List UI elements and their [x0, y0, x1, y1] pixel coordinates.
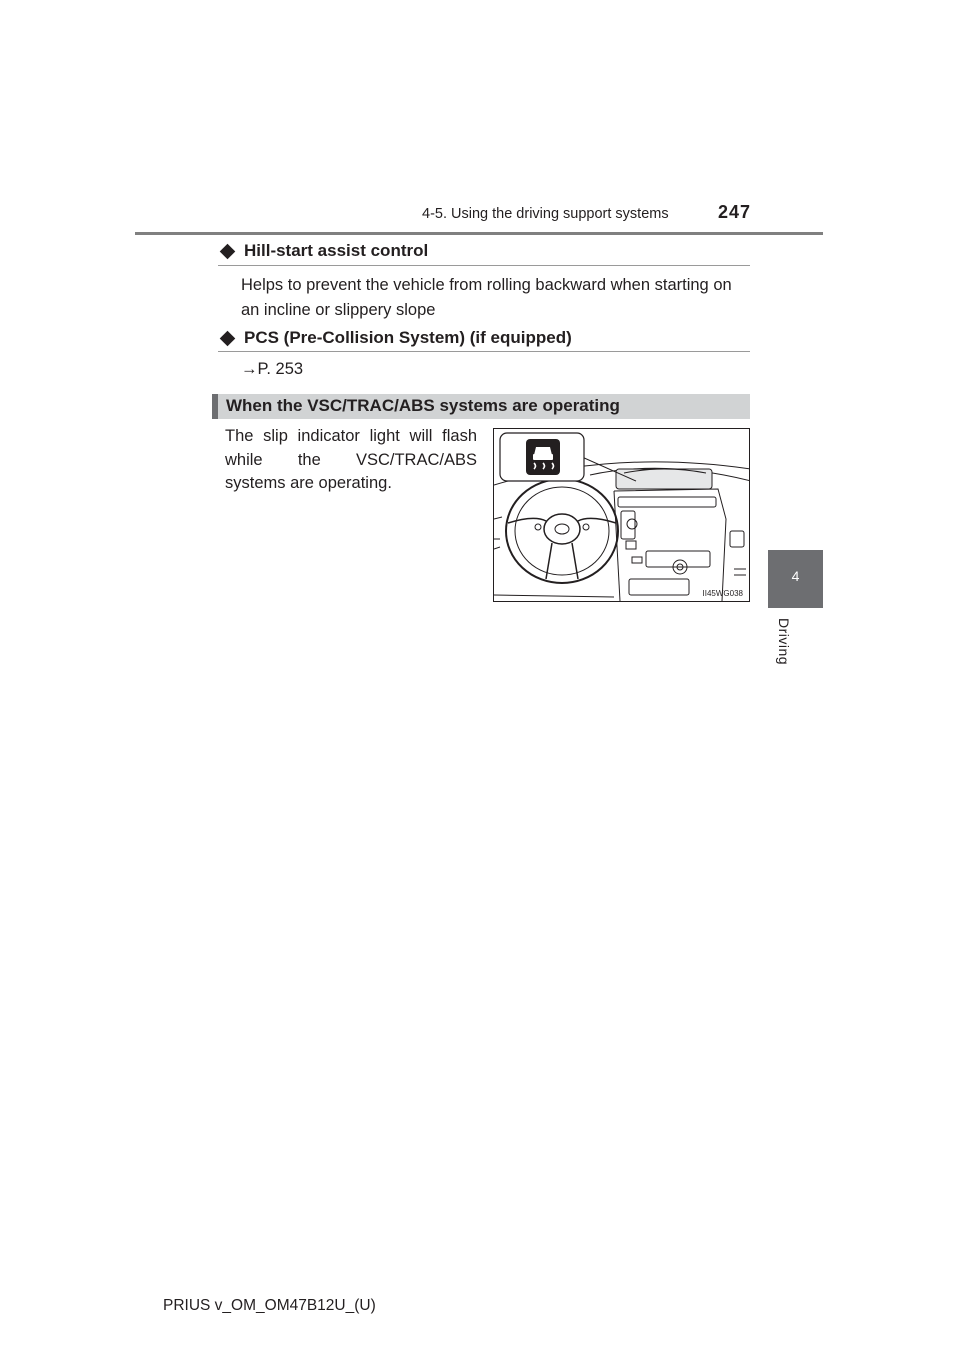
- hill-start-text-line1: Helps to prevent the vehicle from rolling backward when starting on: [241, 276, 732, 294]
- manual-id-footer: PRIUS v_OM_OM47B12U_(U): [163, 1297, 376, 1314]
- hill-start-heading: [218, 241, 428, 261]
- chapter-tab-number: 4: [791, 568, 800, 584]
- hill-start-heading-rule: [218, 265, 750, 266]
- slip-indicator-icon: [526, 439, 560, 475]
- dashboard-illustration: [493, 428, 750, 602]
- hill-start-text-line2: an incline or slippery slope: [241, 301, 436, 319]
- chapter-tab-label: Driving: [776, 618, 792, 666]
- pcs-heading-text: PCS (Pre-Collision System) (if equipped): [244, 328, 572, 347]
- pcs-heading-rule: [218, 351, 750, 352]
- pcs-page-reference[interactable]: →P. 253: [241, 360, 304, 378]
- hill-start-heading-text: Hill-start assist control: [244, 241, 429, 260]
- diamond-bullet-icon: [220, 330, 236, 346]
- diamond-bullet-icon: [220, 243, 236, 259]
- dashboard-drawing: [494, 429, 750, 602]
- pcs-heading: [218, 328, 572, 348]
- slip-indicator-paragraph: The slip indicator light will flash while the VSC/TRAC/ABS systems are operating.: [225, 427, 477, 492]
- figure-code: II45WG038: [702, 589, 743, 598]
- running-header: 4-5. Using the driving support systems: [422, 206, 669, 222]
- header-divider: [135, 232, 823, 235]
- section-title: When the VSC/TRAC/ABS systems are operating: [226, 396, 620, 415]
- page-number: 247: [718, 202, 752, 222]
